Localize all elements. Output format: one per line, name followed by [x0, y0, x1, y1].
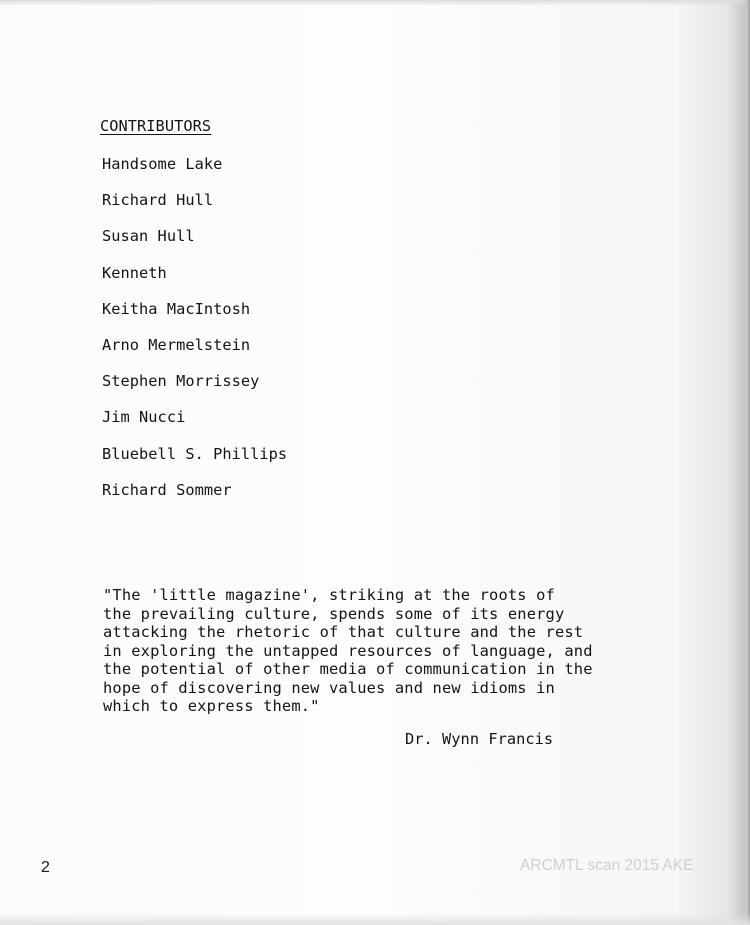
quote-line: which to express them.": [103, 697, 320, 715]
quote-line: hope of discovering new values and new idioms in: [103, 678, 555, 697]
contributor-name: Stephen Morrissey: [102, 372, 260, 391]
quote-line: the potential of other media of communication in the: [103, 660, 593, 678]
page-number: 2: [41, 859, 50, 876]
quote-line: "The 'little magazine', striking at the roots of: [103, 586, 555, 604]
page-right-shadow: [740, 0, 750, 925]
page-top-shadow: [0, 0, 750, 6]
quote-line: in exploring the untapped resources of language, and: [103, 641, 593, 660]
page-bottom-shadow: [0, 913, 750, 925]
contributors-list: [102, 154, 287, 516]
contributor-name: Jim Nucci: [102, 408, 186, 427]
quote-attribution: Dr. Wynn Francis: [405, 730, 554, 748]
contributor-name: Richard Hull: [102, 191, 214, 210]
scan-watermark: ARCMTL scan 2015 AKE: [520, 857, 694, 874]
contributor-name: Kenneth: [102, 263, 167, 282]
contributor-name: Arno Mermelstein: [102, 335, 251, 354]
contributor-name: Susan Hull: [102, 227, 195, 246]
contributor-name: Richard Sommer: [102, 480, 232, 499]
contributor-name: Keitha MacIntosh: [102, 299, 251, 318]
quote-line: the prevailing culture, spends some of its energy: [103, 604, 565, 623]
quotation: [103, 586, 593, 716]
contributor-name: Bluebell S. Phillips: [102, 444, 288, 463]
contributors-heading: CONTRIBUTORS: [100, 117, 212, 135]
quote-line: attacking the rhetoric of that culture and the rest: [103, 623, 584, 641]
contributor-name: Handsome Lake: [102, 155, 223, 173]
